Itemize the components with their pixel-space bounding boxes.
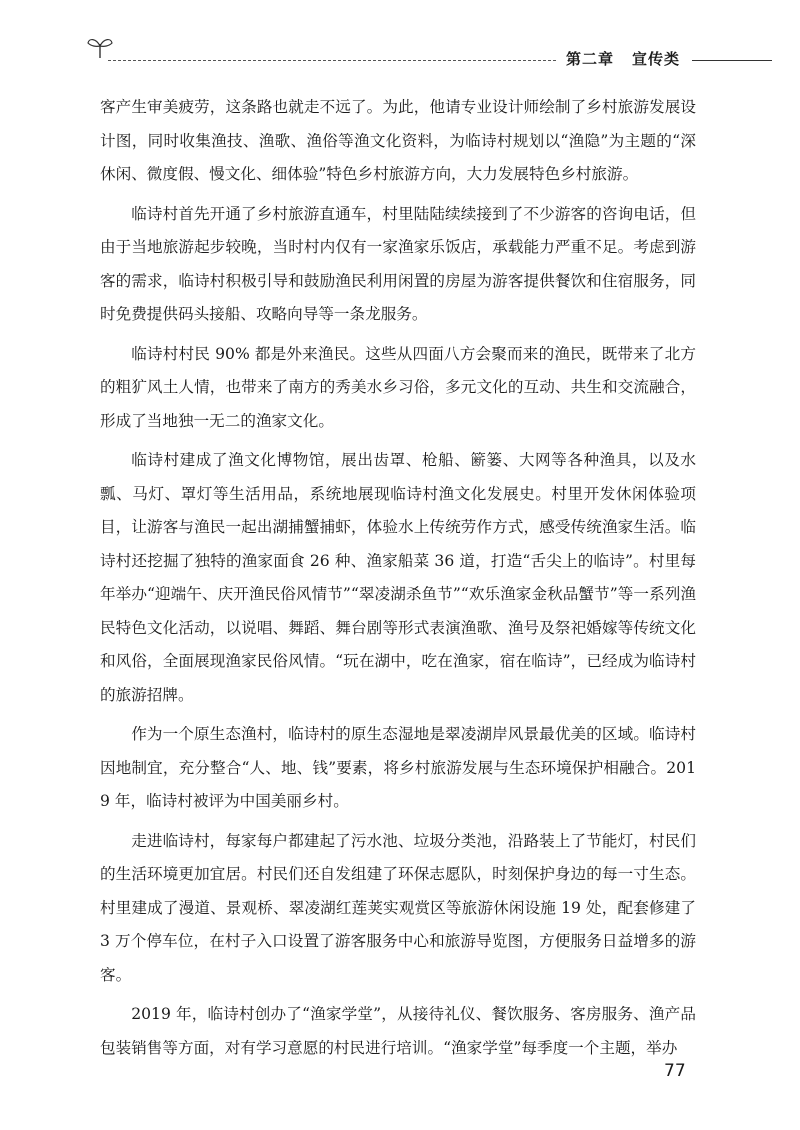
paragraph-5: 作为一个原生态渔村，临诗村的原生态湿地是翠凌湖岸风景最优美的区域。临诗村因地制宜，充分整合“人、地、钱”要素，将乡村旅游发展与生态环境保护相融合。2019 年，临诗村被评为中国美丽乡村。 [100, 725, 696, 810]
paragraph-1: 客产生审美疲劳，这条路也就走不远了。为此，他请专业设计师绘制了乡村旅游发展设计图，同时收集渔技、渔歌、渔俗等渔文化资料，为临诗村规划以“渔隐”为主题的“深休闲、微度假、慢文化、细体验”特色乡村旅游方向，大力发展特色乡村旅游。 [100, 98, 696, 183]
page-number: 77 [664, 1061, 686, 1081]
header-rule-left [108, 60, 556, 61]
page-header [0, 0, 800, 80]
paragraph-3: 临诗村村民 90% 都是外来渔民。这些从四面八方会聚而来的渔民，既带来了北方的粗犷风土人情，也带来了南方的秀美水乡习俗，多元文化的互动、共生和交流融合，形成了当地独一无二的渔家文化。 [100, 344, 696, 430]
header-rule-right [692, 60, 772, 61]
section-label: 宣传类 [632, 50, 681, 68]
paragraph-4: 临诗村建成了渔文化博物馆，展出齿罩、枪船、簖篓、大网等各种渔具，以及水瓢、马灯、罩灯等生活用品，系统地展现临诗村渔文化发展史。村里开发休闲体验项目，让游客与渔民一起出湖捕蟹捕虾，体验水上传统劳作方式，感受传统渔家生活。临诗村还挖掘了独特的渔家面食 26 种、渔家船菜 36 道，打造“舌尖上的临诗”。村里每年举办“迎端午、庆开渔民俗风情节”“翠凌湖杀鱼节”“欢乐渔家金秋品蟹节”等一系列渔民特色文化活动，以说唱、舞蹈、舞台剧等形式表演渔歌、渔号及祭祀婚嫁等传统文化和风俗，全面展现渔家民俗风情。“玩在湖中，吃在渔家，宿在临诗”，已经成为临诗村的旅游招牌。 [100, 451, 696, 704]
chapter-label: 第二章 [566, 50, 615, 68]
sprout-ornament-icon [86, 34, 114, 60]
paragraph-2: 临诗村首先开通了乡村旅游直通车，村里陆陆续续接到了不少游客的咨询电话，但由于当地旅游起步较晚，当时村内仅有一家渔家乐饭店，承载能力严重不足。考虑到游客的需求，临诗村积极引导和鼓励渔民利用闲置的房屋为游客提供餐饮和住宿服务，同时免费提供码头接船、攻略向导等一条龙服务。 [100, 204, 696, 323]
running-head [566, 48, 680, 69]
body-text [100, 91, 696, 1071]
paragraph-6: 走进临诗村，每家每户都建起了污水池、垃圾分类池，沿路装上了节能灯，村民们的生活环境更加宜居。村民们还自发组建了环保志愿队，时刻保护身边的每一寸生态。村里建成了漫道、景观桥、翠凌湖红莲荚实观赏区等旅游休闲设施 19 处，配套修建了 3 万个停车位，在村子入口设置了游客服务中心和旅游导览图，方便服务日益增多的游客。 [100, 831, 696, 984]
paragraph-7: 2019 年，临诗村创办了“渔家学堂”，从接待礼仪、餐饮服务、客房服务、渔产品包装销售等方面，对有学习意愿的村民进行培训。“渔家学堂”每季度一个主题，举办 [100, 1005, 696, 1057]
